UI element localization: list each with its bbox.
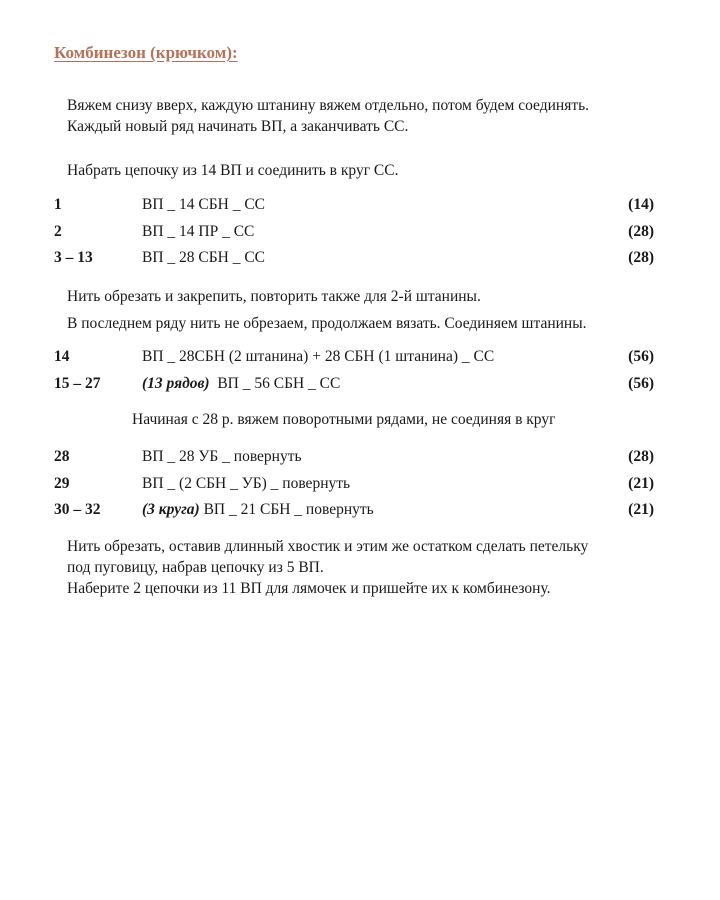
row-instruction: ВП _ 28 УБ _ повернуть [142,448,302,465]
final-line-2: под пуговицу, набрав цепочку из 5 ВП. [67,559,324,576]
intro-line-2: Каждый новый ряд начинать ВП, а заканчивать СС. [67,118,409,135]
stitch-count: (21) [628,501,654,518]
turning-rows-note: Начиная с 28 р. вяжем поворотными рядами, не соединяя в круг [132,411,556,428]
row-note: (13 рядов) [142,375,210,392]
mid-line-2: В последнем ряду нить не обрезаем, продолжаем вязать. Соединяем штанины. [67,315,587,332]
start-instruction: Набрать цепочку из 14 ВП и соединить в круг СС. [67,162,399,179]
pattern-row [54,375,654,397]
stitch-count: (28) [628,448,654,465]
pattern-row [54,475,654,497]
final-paragraph [67,536,588,599]
row-instruction-wrap [142,501,374,519]
row-number: 2 [54,223,62,240]
row-number: 28 [54,448,70,465]
row-instruction-wrap [142,375,340,393]
row-instruction: ВП _ 21 СБН _ повернуть [203,501,374,518]
final-line-3: Наберите 2 цепочки из 11 ВП для лямочек и пришейте их к комбинезону. [67,580,551,597]
row-instruction: ВП _ 14 СБН _ СС [142,196,266,213]
pattern-row [54,501,654,523]
stitch-count: (28) [628,223,654,240]
pattern-row [54,223,654,245]
pattern-row [54,249,654,271]
pattern-row [54,348,654,370]
intro-paragraph [67,95,589,137]
row-instruction: ВП _ 56 СБН _ СС [217,375,341,392]
row-number: 30 – 32 [54,501,101,518]
row-instruction: ВП _ 28СБН (2 штанина) + 28 СБН (1 штанина) _ СС [142,348,495,365]
intro-line-1: Вяжем снизу вверх, каждую штанину вяжем отдельно, потом будем соединять. [67,97,590,114]
stitch-count: (14) [628,196,654,213]
stitch-count: (28) [628,249,654,266]
mid-line-1: Нить обрезать и закрепить, повторить также для 2-й штанины. [67,288,481,305]
final-line-1: Нить обрезать, оставив длинный хвостик и этим же остатком сделать петельку [67,538,589,555]
stitch-count: (56) [628,348,654,365]
stitch-count: (21) [628,475,654,492]
row-instruction: ВП _ 28 СБН _ СС [142,249,266,266]
row-note: (3 круга) [142,501,200,518]
row-number: 1 [54,196,62,213]
row-instruction: ВП _ (2 СБН _ УБ) _ повернуть [142,475,351,492]
row-number: 3 – 13 [54,249,93,266]
row-number: 14 [54,348,70,365]
stitch-count: (56) [628,375,654,392]
row-number: 15 – 27 [54,375,101,392]
pattern-row [54,448,654,470]
pattern-row [54,196,654,218]
row-instruction: ВП _ 14 ПР _ СС [142,223,255,240]
row-number: 29 [54,475,70,492]
page-title: Комбинезон (крючком): [54,43,238,62]
